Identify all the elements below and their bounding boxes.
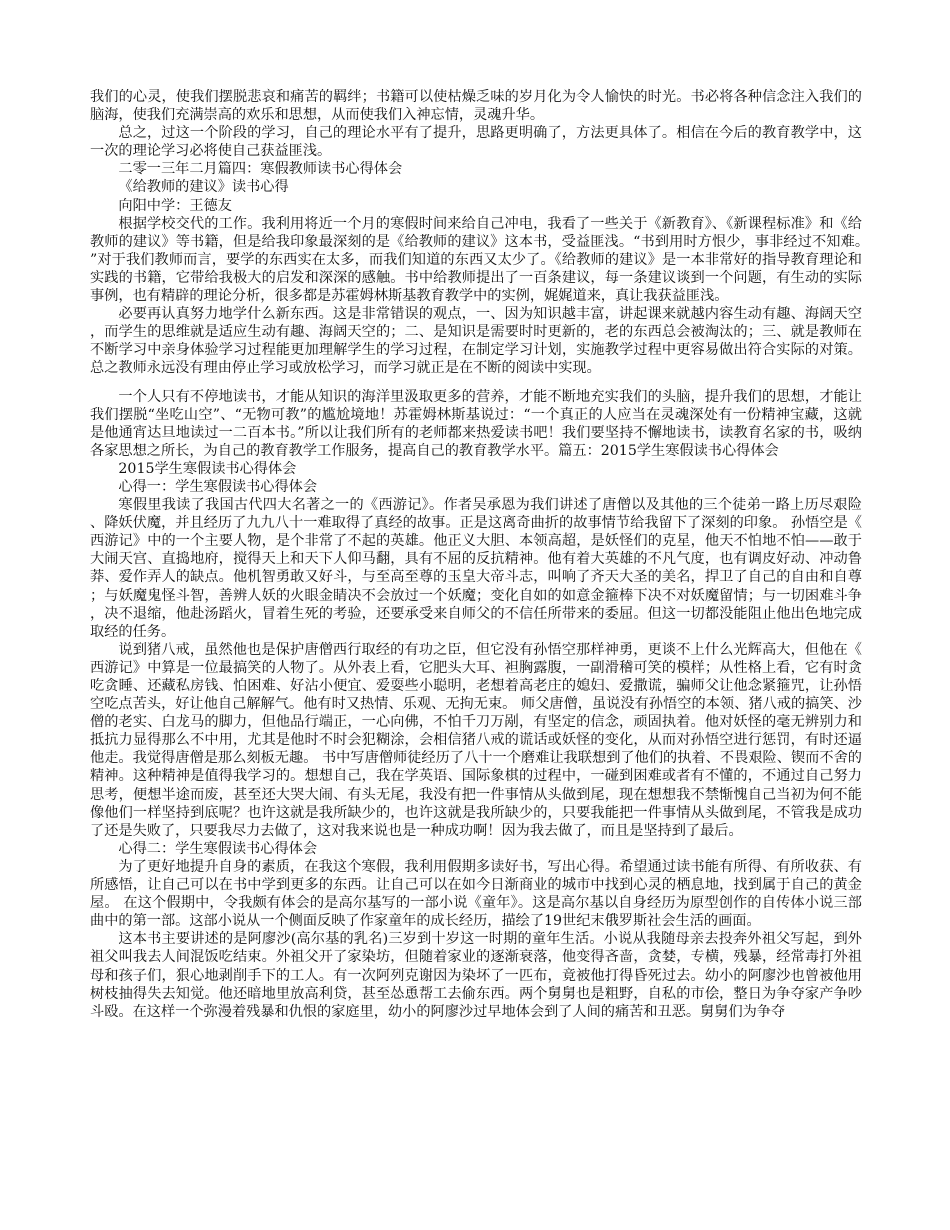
document-page [90,88,862,1021]
paragraph-6: 根据学校交代的工作。我利用将近一个月的寒假时间来给自己冲电，我看了一些关于《新教育》、《新课程标准》和《给教师的建议》等书籍，但是给我印象最深刻的是《给教师的建议》这本书，受益匪浅。“书到用时方恨少，事非经过不知难。”对于我们教师而言，要学的东西实在太多，而我们知道的东西又太少了。《给教师的建议》是一本非常好的指导教育理论和实践的书籍，它带给我极大的启发和深深的感触。书中给教师提出了一百条建议，每一条建议谈到一个问题，有生动的实际事例，也有精辟的理论分析，很多都是苏霍姆林斯基教育教学中的实例，娓娓道来，真让我获益匪浅。 [90,215,862,305]
paragraph-11: 寒假里我读了我国古代四大名著之一的《西游记》。作者吴承恩为我们讲述了唐僧以及其他的三个徒弟一路上历尽艰险、降妖伏魔，并且经历了九九八十一难取得了真经的故事。正是这离奇曲折的故事情节给我留下了深刻的印象。 孙悟空是《西游记》中的一个主要人物，是个非常了不起的英雄。他正义大胆、本领高超，是妖怪们的克星，他天不怕地不怕——敢于大闹天宫、直捣地府，搅得天上和天下人仰马翻，具有不屈的反抗精神。他有着大英雄的不凡气度，也有调皮好动、冲动鲁莽、爱作弄人的缺点。他机智勇敢又好斗，与至高至尊的玉皇大帝斗志，叫响了齐天大圣的美名，捍卫了自己的自由和自尊；与妖魔鬼怪斗智，善辨人妖的火眼金睛决不会放过一个妖魔；变化自如的如意金箍棒下决不对妖魔留情；与一切困难斗争，决不退缩，他赴汤蹈火，冒着生死的考验，还要承受来自师父的不信任所带来的委屈。但这一切都没能阻止他出色地完成取经的任务。 [90,497,862,640]
book-title-line: 《给教师的建议》读书心得 [118,179,289,196]
section-title-2015: 2015学生寒假读书心得体会 [118,460,297,477]
paragraph-12: 说到猪八戒，虽然他也是保护唐僧西行取经的有功之臣，但它没有孙悟空那样神勇，更谈不上什么光辉高大，但他在《西游记》中算是一位最搞笑的人物了。从外表上看，它肥头大耳、袒胸露腹，一副滑稽可笑的模样；从性格上看，它有时贪吃贪睡、还藏私房钱、怕困难、好沾小便宜、爱耍些小聪明，老想着高老庄的媳妇、爱撒谎，骗师父让他念紧箍咒，让孙悟空吃点苦头，好让他自己解解气。他有时又热情、乐观、无拘无束。 师父唐僧，虽说没有孙悟空的本领、猪八戒的搞笑、沙僧的老实、白龙马的脚力，但他品行端正，一心向佛，不怕千刀万剐，有坚定的信念，顽固执着。他对妖怪的毫无辨别力和抵抗力显得那么不中用，尤其是他时不时会犯糊涂，会相信猪八戒的谎话或妖怪的变化，从而对孙悟空进行惩罚，有时还逼他走。我觉得唐僧是那么刻板无趣。 书中写唐僧师徒经历了八十一个磨难让我联想到了他们的执着、不畏艰险、锲而不舍的精神。这种精神是值得我学习的。想想自己，我在学英语、国际象棋的过程中，一碰到困难或者有不懂的，不通过自己努力思考，便想半途而废，甚至还大哭大闹、有头无尾，我没有把一件事情从头做到尾，现在想想我不禁惭愧自己当初为何不能像他们一样坚持到底呢？也许这就是我所缺少的，也许这就是我所缺少的，只要我能把一件事情从头做到尾，不管我是成功了还是失败了，只要我尽力去做了，这对我来说也是一种成功啊！因为我去做了，而且是坚持到了最后。 [90,641,862,839]
paragraph-14: 为了更好地提升自身的素质，在我这个寒假，我利用假期多读好书，写出心得。希望通过读书能有所得、有所收获、有所感悟，让自己可以在书中学到更多的东西。让自己可以在如今日渐商业的城市中找到心灵的栖息地，找到属于自己的黄金屋。 在这个假期中，令我颇有体会的是高尔基写的一部小说《童年》。这是高尔基以自身经历为原型创作的自传体小说三部曲中的第一部。这部小说从一个侧面反映了作家童年的成长经历，描绘了19世纪末俄罗斯社会生活的画面。 [90,858,862,930]
section-heading-4: 二零一三年二月篇四：寒假教师读书心得体会 [118,161,403,178]
subheading-2: 心得二：学生寒假读书心得体会 [118,840,318,857]
paragraph-15: 这本书主要讲述的是阿廖沙(高尔基的乳名)三岁到十岁这一时期的童年生活。小说从我随母亲去投奔外祖父写起，到外祖父叫我去人间混饭吃结束。外祖父开了家染坊，但随着家业的逐渐衰落，他变得吝啬，贪婪，专横，残暴，经常毒打外祖母和孩子们，狠心地剥削手下的工人。有一次阿列克谢因为染坏了一匹布，竟被他打得昏死过去。幼小的阿廖沙也曾被他用树枝抽得失去知觉。他还暗地里放高利贷，甚至怂恿帮工去偷东西。两个舅舅也是粗野，自私的市侩，整日为争夺家产争吵斗殴。在这样一个弥漫着残暴和仇恨的家庭里，幼小的阿廖沙过早地体会到了人间的痛苦和丑恶。舅舅们为争夺 [90,931,862,1020]
paragraph-7: 必要再认真努力地学什么新东西。这是非常错误的观点，一、因为知识越丰富，讲起课来就越内容生动有趣、海阔天空，而学生的思维就是适应生动有趣、海阔天空的；二、是知识是需要时时更新的，老的东西总会被淘汰的；三、就是教师在不断学习中亲身体验学习过程能更加理解学生的学习过程，在制定学习计划，实施教学过程中更容易做出符合实际的对策。总之教师永远没有理由停止学习或放松学习，而学习就正是在不断的阅读中实现。 [90,306,862,377]
paragraph-1: 我们的心灵，使我们摆脱悲哀和痛苦的羁绊；书籍可以使枯燥乏味的岁月化为令人愉快的时光。书必将各种信念注入我们的脑海，使我们充满崇高的欢乐和思想，从而使我们入神忘情，灵魂升华。 [90,89,862,124]
paragraph-8: 一个人只有不停地读书，才能从知识的海洋里汲取更多的营养，才能不断地充实我们的头脑，提升我们的思想，才能让我们摆脱“坐吃山空”、“无物可教”的尴尬境地！苏霍姆林斯基说过：“一个真正的人应当在灵魂深处有一份精神宝藏，这就是他通宵达旦地读过一二百本书。”所以让我们所有的老师都来热爱读书吧！我们要坚持不懈地读书，读教育名家的书，吸纳各家思想之所长，为自己的教育教学工作服务，提高自己的教育教学水平。篇五：2015学生寒假读书心得体会 [90,388,862,459]
subheading-1: 心得一：学生寒假读书心得体会 [118,478,318,495]
author-line: 向阳中学：王德友 [118,197,232,214]
paragraph-2: 总之，过这一个阶段的学习，自己的理论水平有了提升，思路更明确了，方法更具体了。相信在今后的教育教学中，这一次的理论学习必将使自己获益匪浅。 [90,125,862,160]
